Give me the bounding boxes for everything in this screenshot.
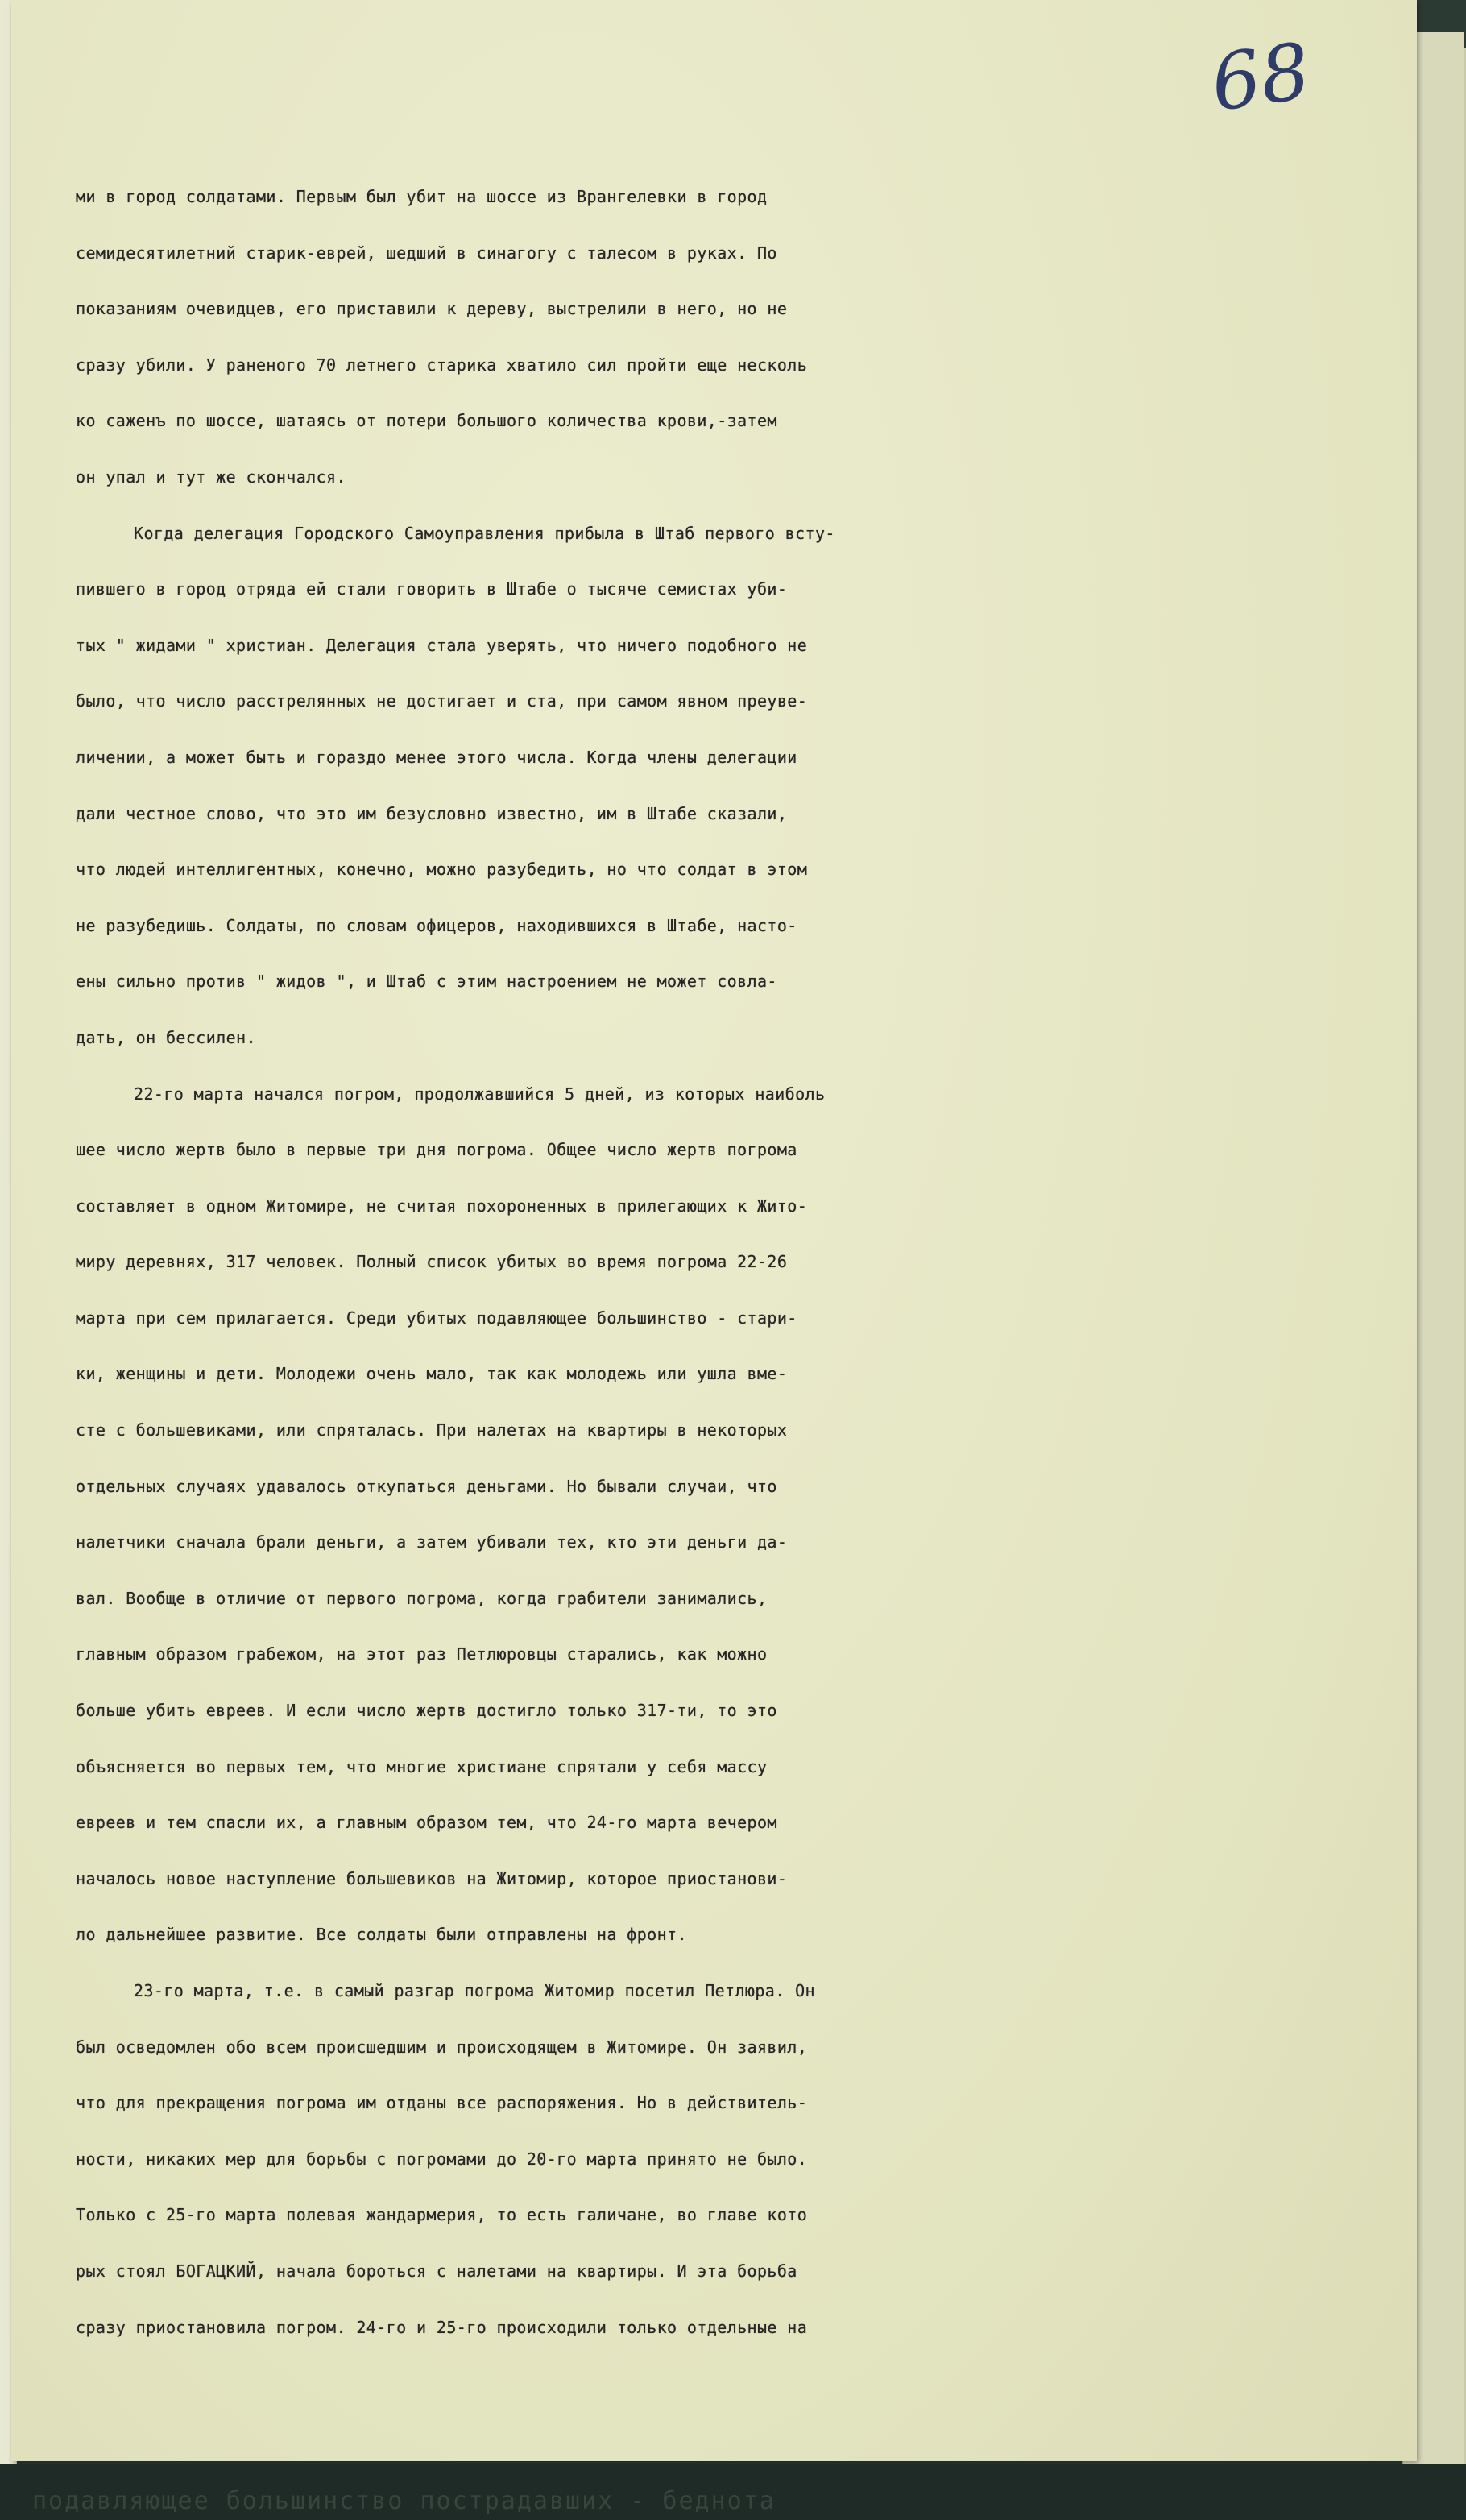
text-line: шее число жертв было в первые три дня погрома. Общее число жертв погрома	[76, 1140, 797, 1160]
text-line: составляет в одном Житомире, не считая похороненных в прилегающих к Жито-	[76, 1196, 808, 1216]
text-line: ко саженъ по шоссе, шатаясь от потери большого количества крови,-затем	[76, 411, 777, 431]
typewritten-body	[76, 169, 1413, 2356]
text-line: дать, он бессилен.	[76, 1027, 256, 1047]
text-line: сразу убили. У раненого 70 летнего старика хватило сил пройти еще несколь	[76, 354, 808, 375]
text-line: ло дальнейшее развитие. Все солдаты были отправлены на фронт.	[76, 1925, 687, 1945]
text-line: миру деревнях, 317 человек. Полный список убитых во время погрома 22-26	[76, 1252, 788, 1272]
text-line: отдельных случаях удавалось откупаться деньгами. Но бывали случаи, что	[76, 1476, 777, 1496]
text-line: ми в город солдатами. Первым был убит на шоссе из Врангелевки в город	[76, 187, 768, 206]
text-line: ки, женщины и дети. Молодежи очень мало, так как молодежь или ушла вме-	[76, 1364, 788, 1384]
text-line: ены сильно против " жидов ", и Штаб с этим настроением не может совла-	[76, 972, 777, 992]
text-line: рых стоял БОГАЦКИЙ, начала бороться с налетами на квартиры. И эта борьба	[76, 2261, 797, 2281]
text-line: Только с 25-го марта полевая жандармерия, то есть галичане, во главе кото	[76, 2205, 808, 2225]
text-line: 23-го марта, т.е. в самый разгар погрома Житомир посетил Петлюра. Он	[134, 1981, 815, 2000]
text-line: марта при сем прилагается. Среди убитых подавляющее большинство - стари-	[76, 1308, 797, 1328]
text-line: объясняется во первых тем, что многие христиане спрятали у себя массу	[76, 1756, 768, 1776]
text-line: не разубедишь. Солдаты, по словам офицеров, находившихся в Штабе, насто-	[76, 915, 797, 935]
text-line: что для прекращения погрома им отданы все распоряжения. Но в действитель-	[76, 2093, 808, 2113]
text-line: сте с большевиками, или спряталась. При налетах на квартиры в некоторых	[76, 1420, 788, 1440]
document-page	[11, 0, 1417, 2461]
text-line: больше убить евреев. И если число жертв достигло только 317-ти, то это	[76, 1701, 777, 1721]
text-line: пившего в город отряда ей стали говорить в Штабе о тысяче семистах уби-	[76, 579, 788, 599]
text-line: семидесятилетний старик-еврей, шедший в синагогу с талесом в руках. По	[76, 242, 777, 263]
text-line: главным образом грабежом, на этот раз Петлюровцы старались, как можно	[76, 1644, 768, 1664]
text-line: вал. Вообще в отличие от первого погрома, когда грабители занимались,	[76, 1588, 768, 1608]
text-line: началось новое наступление большевиков на Житомир, которое приостанови-	[76, 1868, 788, 1888]
text-line: Когда делегация Городского Самоуправления прибыла в Штаб первого всту-	[134, 523, 835, 543]
text-line: было, что число расстрелянных не достигает и ста, при самом явном преуве-	[76, 691, 808, 711]
handwritten-page-number: 68	[1205, 26, 1316, 129]
bottom-strip	[0, 2464, 1466, 2520]
text-line: что людей интеллигентных, конечно, можно разубедить, но что солдат в этом	[76, 860, 808, 880]
text-line: личении, а может быть и гораздо менее этого числа. Когда члены делегации	[76, 747, 797, 767]
text-line: он упал и тут же скончался.	[76, 466, 346, 487]
text-line: евреев и тем спасли их, а главным образом тем, что 24-го марта вечером	[76, 1813, 777, 1833]
text-line: сразу приостановила погром. 24-го и 25-го происходили только отдельные на	[76, 2317, 808, 2337]
text-line: тых " жидами " христиан. Делегация стала уверять, что ничего подобного не	[76, 635, 808, 655]
text-line: дали честное слово, что это им безусловно известно, им в Штабе сказали,	[76, 803, 788, 823]
text-line: показаниям очевидцев, его приставили к дереву, выстрелили в него, но не	[76, 299, 788, 319]
text-line: был осведомлен обо всем происшедшим и происходящем в Житомире. Он заявил,	[76, 2037, 808, 2057]
next-page-text: подавляющее большинство пострадавших - беднота	[32, 2487, 776, 2515]
text-line: 22-го марта начался погром, продолжавшийся 5 дней, из которых наиболь	[134, 1084, 826, 1104]
text-line: налетчики сначала брали деньги, а затем убивали тех, кто эти деньги да-	[76, 1532, 788, 1552]
text-line: ности, никаких мер для борьбы с погромами до 20-го марта принято не было.	[76, 2149, 808, 2169]
